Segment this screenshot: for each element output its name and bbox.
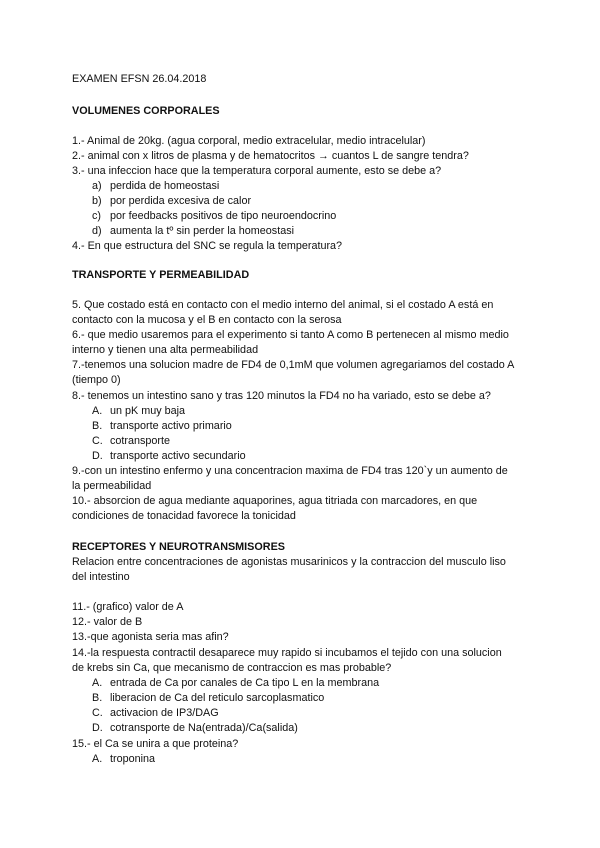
option-text: cotransporte bbox=[110, 435, 171, 447]
option-text: un pK muy baja bbox=[110, 405, 186, 417]
question-8: 8.- tenemos un intestino sano y tras 120 minutos la FD4 no ha variado, esto se debe a? bbox=[72, 390, 491, 402]
option-letter: c) bbox=[92, 210, 101, 222]
section-title-receptores: RECEPTORES Y NEUROTRANSMISORES bbox=[72, 541, 285, 553]
question-9: 9.-con un intestino enfermo y una concentracion maxima de FD4 tras 120`y un aumento de bbox=[72, 465, 508, 477]
option-text: entrada de Ca por canales de Ca tipo L en la membrana bbox=[110, 677, 380, 689]
question-11: 11.- (grafico) valor de A bbox=[72, 601, 184, 613]
section-intro: Relacion entre concentraciones de agonistas musarinicos y la contraccion del musculo liso bbox=[72, 556, 506, 568]
option-letter: C. bbox=[92, 707, 103, 719]
option-letter: A. bbox=[92, 405, 103, 417]
question-14: 14.-la respuesta contractil desaparece muy rapido si incubamos el tejido con una solucion bbox=[72, 647, 502, 659]
question-6-cont: interno y tienen una alta permeabilidad bbox=[72, 344, 259, 356]
option-letter: B. bbox=[92, 420, 103, 432]
option-letter: a) bbox=[92, 180, 102, 192]
option-letter: b) bbox=[92, 195, 102, 207]
question-2: 2.- animal con x litros de plasma y de hematocritos → cuantos L de sangre tendra? bbox=[72, 150, 469, 162]
option-text: liberacion de Ca del reticulo sarcoplasmatico bbox=[110, 692, 325, 704]
option-letter: D. bbox=[92, 450, 103, 462]
question-10: 10.- absorcion de agua mediante aquaporines, agua titriada con marcadores, en que bbox=[72, 495, 478, 507]
question-12: 12.- valor de B bbox=[72, 616, 143, 628]
question-7-cont: (tiempo 0) bbox=[72, 374, 121, 386]
exam-title: EXAMEN EFSN 26.04.2018 bbox=[72, 73, 207, 85]
option-text: transporte activo secundario bbox=[110, 450, 246, 462]
option-letter: A. bbox=[92, 753, 103, 765]
question-1: 1.- Animal de 20kg. (agua corporal, medio extracelular, medio intracelular) bbox=[72, 135, 426, 147]
option-text: por feedbacks positivos de tipo neuroendocrino bbox=[110, 210, 337, 222]
section-intro-cont: del intestino bbox=[72, 571, 130, 583]
option-text: troponina bbox=[110, 753, 156, 765]
option-letter: B. bbox=[92, 692, 103, 704]
option-text: activacion de IP3/DAG bbox=[110, 707, 219, 719]
question-6: 6.- que medio usaremos para el experimento si tanto A como B pertenecen al mismo medio bbox=[72, 329, 509, 341]
option-letter: d) bbox=[92, 225, 102, 237]
section-title-volumenes: VOLUMENES CORPORALES bbox=[72, 105, 220, 117]
question-13: 13.-que agonista seria mas afin? bbox=[72, 631, 229, 643]
question-3: 3.- una infeccion hace que la temperatura corporal aumente, esto se debe a? bbox=[72, 165, 442, 177]
question-15: 15.- el Ca se unira a que proteina? bbox=[72, 738, 239, 750]
section-title-transporte: TRANSPORTE Y PERMEABILIDAD bbox=[72, 269, 250, 281]
question-5-cont: contacto con la mucosa y el B en contacto con la serosa bbox=[72, 314, 342, 326]
option-letter: D. bbox=[92, 722, 103, 734]
question-10-cont: condiciones de tonacidad favorece la tonicidad bbox=[72, 510, 296, 522]
option-text: cotransporte de Na(entrada)/Ca(salida) bbox=[110, 722, 298, 734]
option-letter: C. bbox=[92, 435, 103, 447]
question-14-cont: de krebs sin Ca, que mecanismo de contraccion es mas probable? bbox=[72, 662, 392, 674]
option-letter: A. bbox=[92, 677, 103, 689]
question-9-cont: la permeabilidad bbox=[72, 480, 152, 492]
option-text: aumenta la tº sin perder la homeostasi bbox=[110, 225, 294, 237]
question-7: 7.-tenemos una solucion madre de FD4 de 0,1mM que volumen agregariamos del costado A bbox=[72, 359, 515, 371]
question-5: 5. Que costado está en contacto con el medio interno del animal, si el costado A está en bbox=[72, 299, 494, 311]
question-4: 4.- En que estructura del SNC se regula la temperatura? bbox=[72, 240, 343, 252]
option-text: perdida de homeostasi bbox=[110, 180, 220, 192]
option-text: por perdida excesiva de calor bbox=[110, 195, 252, 207]
option-text: transporte activo primario bbox=[110, 420, 232, 432]
